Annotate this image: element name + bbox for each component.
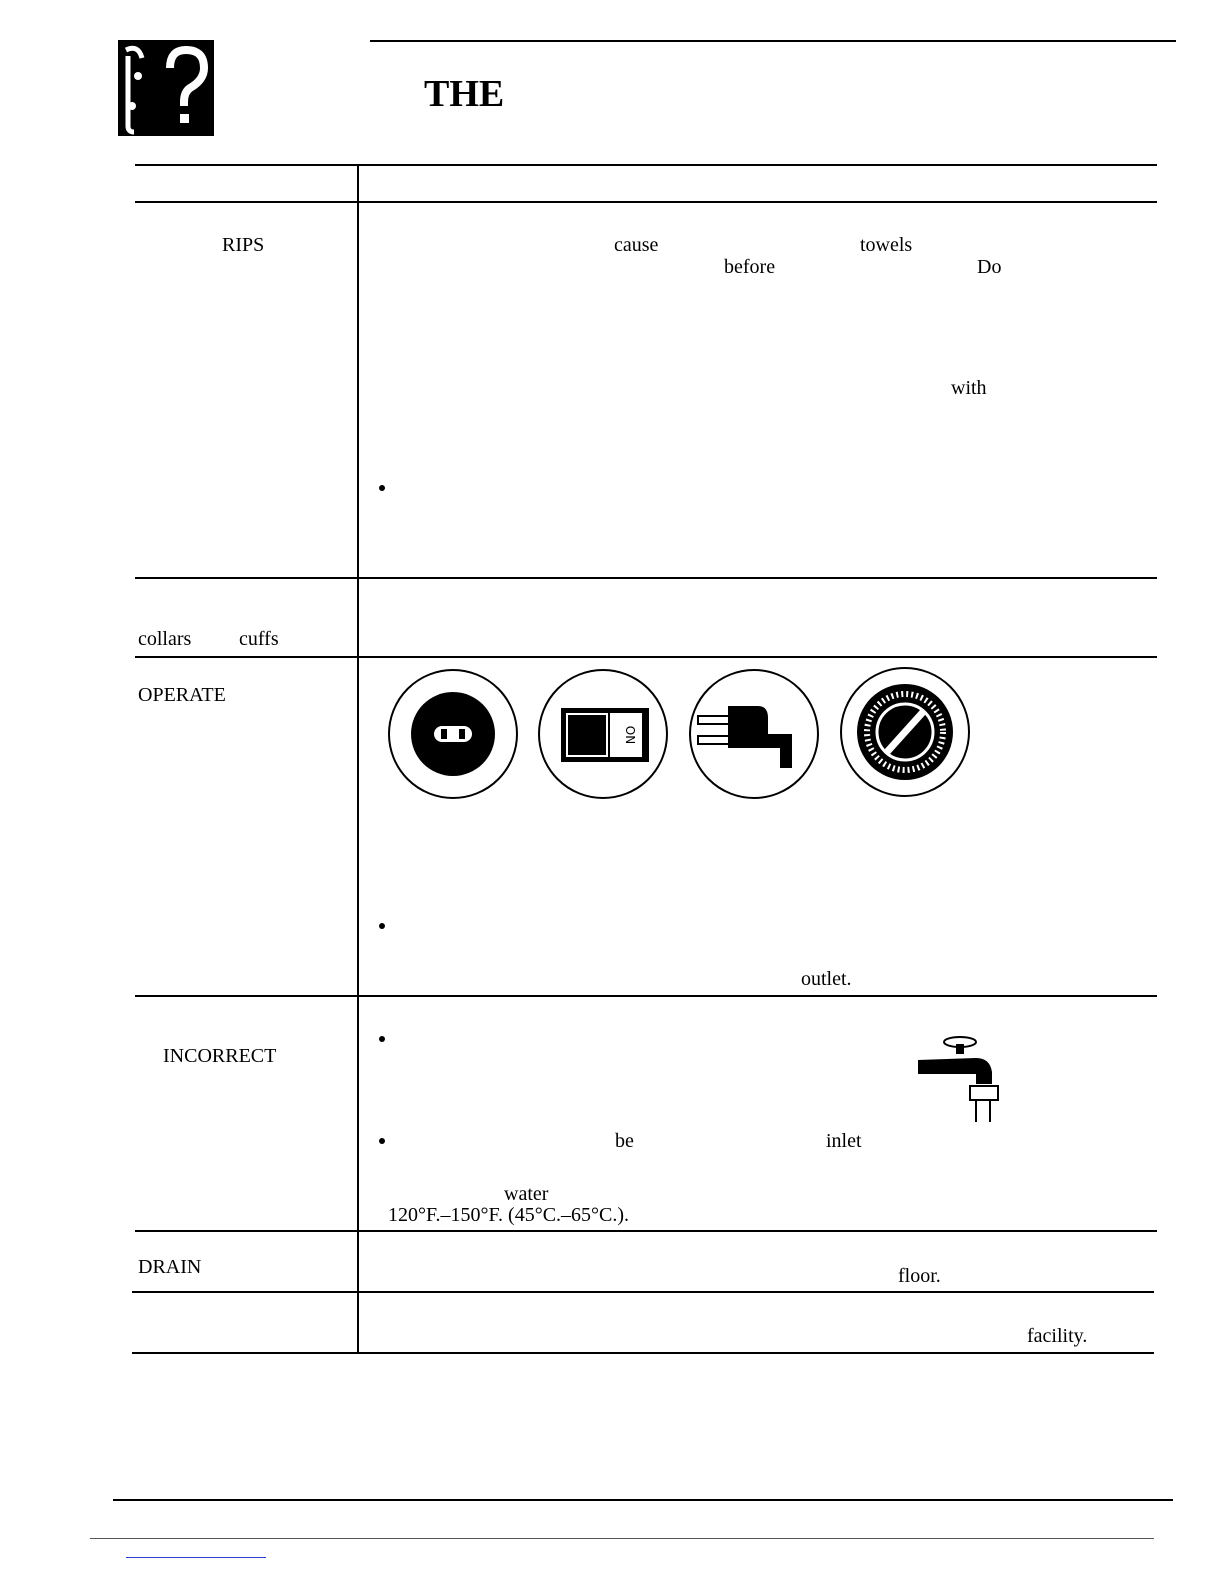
incorrect-temperature: 120°F.–150°F. (45°C.–65°C.).	[388, 1204, 630, 1226]
row-rule-drain	[132, 1291, 1154, 1293]
rips-word-cause: cause	[614, 234, 659, 256]
incorrect-word-water: water	[504, 1183, 549, 1205]
row-rule-incorrect	[135, 1230, 1157, 1232]
power-switch-icon	[537, 668, 669, 800]
footer-link-underline[interactable]	[126, 1557, 266, 1558]
rips-word-with: with	[951, 377, 987, 399]
outlet-icon	[387, 668, 519, 800]
incorrect-word-be: be	[615, 1130, 634, 1152]
operate-label: OPERATE	[138, 684, 226, 706]
table-top-rule	[135, 164, 1157, 166]
rips-word-before: before	[724, 256, 776, 278]
header-rule	[370, 40, 1176, 42]
rips-word-towels: towels	[860, 234, 913, 256]
table-bottom-rule	[132, 1352, 1154, 1354]
footer-rule	[113, 1499, 1173, 1501]
incorrect-word-inlet: inlet	[826, 1130, 862, 1152]
question-mark-logo-icon	[118, 40, 214, 136]
footer-thin-rule	[90, 1538, 1154, 1539]
drain-label: DRAIN	[138, 1256, 202, 1278]
svg-text:ON: ON	[623, 725, 637, 745]
operate-bullet	[379, 923, 385, 929]
table-column-divider	[357, 164, 359, 1352]
incorrect-bullet-1	[379, 1036, 385, 1042]
last-word-facility: facility.	[1027, 1325, 1088, 1347]
collars-label: collars	[138, 628, 192, 650]
rips-bullet	[379, 485, 385, 491]
dial-timer-icon	[839, 666, 971, 798]
incorrect-bullet-2	[379, 1138, 385, 1144]
page-title: THE	[424, 73, 505, 115]
rips-word-do: Do	[977, 256, 1002, 278]
incorrect-label: INCORRECT	[163, 1045, 277, 1067]
table-header-rule	[135, 201, 1157, 203]
plug-icon	[688, 668, 820, 800]
water-faucet-icon	[916, 1034, 1008, 1126]
row-rule-rips	[135, 577, 1157, 579]
row-rule-collars	[135, 656, 1157, 658]
operate-word-outlet: outlet.	[801, 968, 852, 990]
drain-word-floor: floor.	[898, 1265, 941, 1287]
row-rule-operate	[135, 995, 1157, 997]
rips-label: RIPS	[222, 234, 265, 256]
cuffs-label: cuffs	[239, 628, 279, 650]
